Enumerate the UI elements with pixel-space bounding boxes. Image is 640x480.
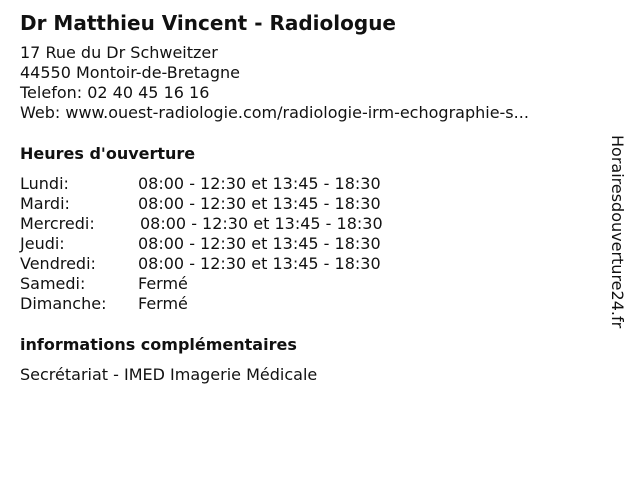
business-card [20, 10, 600, 385]
hours-row [20, 254, 600, 274]
hours-row [20, 274, 600, 294]
hours-value: Fermé [138, 274, 188, 293]
hours-row [20, 234, 600, 254]
website-link[interactable]: www.ouest-radiologie.com/radiologie-irm-echographie-s... [65, 103, 529, 122]
address-city: 44550 Montoir-de-Bretagne [20, 63, 241, 82]
hours-row [20, 174, 600, 194]
opening-hours-heading: Heures d'ouverture [20, 144, 196, 163]
hours-value: 08:00 - 12:30 et 13:45 - 18:30 [138, 254, 381, 273]
hours-row [20, 214, 600, 234]
page-title: Dr Matthieu Vincent - Radiologue [20, 11, 396, 35]
day-label: Vendredi: [20, 254, 96, 273]
watermark-text: Horairesdouverture24.fr [608, 135, 627, 329]
phone-line [20, 83, 600, 103]
additional-info-text: Secrétariat - IMED Imagerie Médicale [20, 365, 318, 384]
address-street: 17 Rue du Dr Schweitzer [20, 43, 218, 62]
day-label: Samedi: [20, 274, 86, 293]
site-watermark [606, 135, 630, 375]
phone-label: Telefon: [20, 83, 83, 102]
opening-hours-table [20, 174, 600, 314]
web-line [20, 103, 600, 123]
day-label: Mardi: [20, 194, 70, 213]
phone-number[interactable]: 02 40 45 16 16 [87, 83, 210, 102]
day-label: Mercredi: [20, 214, 95, 233]
day-label: Jeudi: [20, 234, 65, 253]
day-label: Dimanche: [20, 294, 107, 313]
hours-value: 08:00 - 12:30 et 13:45 - 18:30 [138, 174, 381, 193]
additional-info-heading: informations complémentaires [20, 335, 297, 354]
hours-value: Fermé [138, 294, 188, 313]
hours-row [20, 294, 600, 314]
hours-value: 08:00 - 12:30 et 13:45 - 18:30 [140, 214, 383, 233]
hours-value: 08:00 - 12:30 et 13:45 - 18:30 [138, 234, 381, 253]
day-label: Lundi: [20, 174, 69, 193]
web-label: Web: [20, 103, 61, 122]
hours-row [20, 194, 600, 214]
hours-value: 08:00 - 12:30 et 13:45 - 18:30 [138, 194, 381, 213]
